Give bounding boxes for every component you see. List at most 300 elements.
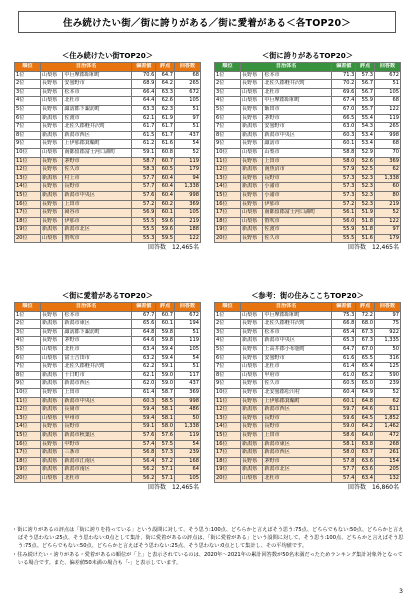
prefecture-cell: 新潟県: [241, 466, 263, 475]
rank-cell: 16位: [15, 200, 41, 209]
prefecture-cell: 長野県: [241, 354, 263, 363]
city-cell: 北杜市: [263, 363, 332, 372]
prefecture-cell: 長野県: [41, 157, 63, 166]
page-number: 3: [399, 588, 403, 595]
score-cell: 60.1: [332, 140, 356, 149]
avg-cell: 51.9: [356, 209, 375, 218]
score-cell: 55.3: [132, 234, 156, 243]
score-cell: 57.6: [132, 431, 156, 440]
score-cell: 75.3: [332, 311, 356, 320]
prefecture-cell: 新潟県: [41, 457, 63, 466]
rank-cell: 17位: [215, 449, 241, 458]
table-row: [15, 97, 201, 106]
table-row: [15, 148, 201, 157]
city-cell: 上田市: [263, 431, 332, 440]
prefecture-cell: 新潟県: [41, 431, 63, 440]
header-rank: 順位: [215, 63, 241, 72]
responses-cell: 51: [374, 80, 400, 89]
table-row: [215, 123, 401, 132]
city-cell: 上田市: [63, 388, 132, 397]
score-cell: 65.3: [332, 337, 356, 346]
respondent-label: 回答数: [347, 244, 366, 252]
rank-cell: 10位: [15, 388, 41, 397]
responses-cell: 50: [374, 345, 400, 354]
prefecture-cell: 長野県: [41, 166, 63, 175]
respondent-value: 16,860名: [372, 484, 399, 492]
avg-cell: 64.7: [156, 71, 175, 80]
prefecture-cell: 新潟県: [41, 320, 63, 329]
rank-cell: 3位: [15, 88, 41, 97]
table-row: [215, 209, 401, 218]
responses-cell: 105: [174, 474, 200, 483]
table-row: [15, 88, 201, 97]
table-row: [15, 414, 201, 423]
avg-cell: 57.3: [356, 71, 375, 80]
score-cell: 61.2: [132, 140, 156, 149]
city-cell: 茅野市: [263, 457, 332, 466]
footnotes: [10, 527, 404, 570]
header-rank: 順位: [15, 303, 41, 312]
rank-cell: 19位: [15, 226, 41, 235]
header-resp: 回答数: [374, 63, 400, 72]
rank-cell: 15位: [215, 191, 241, 200]
score-cell: 58.6: [332, 431, 356, 440]
prefecture-cell: 新潟県: [41, 191, 63, 200]
avg-cell: 58.1: [156, 406, 175, 415]
city-cell: 新潟市江南区: [63, 457, 132, 466]
rank-cell: 13位: [15, 174, 41, 183]
rank-cell: 16位: [215, 200, 241, 209]
responses-cell: 486: [174, 406, 200, 415]
table-row: [215, 345, 401, 354]
score-cell: 64.8: [132, 328, 156, 337]
prefecture-cell: 長野県: [241, 414, 263, 423]
city-cell: 北佐久郡軽井沢町: [63, 123, 132, 132]
rank-cell: 3位: [215, 88, 241, 97]
responses-cell: 51: [174, 105, 200, 114]
avg-cell: 64.0: [356, 431, 375, 440]
prefecture-cell: 長野県: [241, 114, 263, 123]
score-cell: 58.8: [332, 148, 356, 157]
respondent-value: 12,465名: [172, 484, 199, 492]
avg-cell: 60.1: [156, 320, 175, 329]
responses-cell: 122: [374, 105, 400, 114]
table-row: [215, 166, 401, 175]
table-row: [215, 423, 401, 432]
avg-cell: 64.5: [356, 414, 375, 423]
responses-cell: 316: [374, 354, 400, 363]
score-cell: 57.7: [132, 183, 156, 192]
city-cell: 松本市: [263, 328, 332, 337]
header-avg: 評点: [356, 303, 375, 312]
responses-cell: 239: [374, 380, 400, 389]
score-cell: 58.0: [332, 449, 356, 458]
city-cell: 上伊那郡箕輪町: [263, 397, 332, 406]
avg-cell: 65.5: [356, 354, 375, 363]
rank-cell: 11位: [215, 157, 241, 166]
ranking-block-livability: [214, 290, 401, 493]
prefecture-cell: 長野県: [41, 440, 63, 449]
city-cell: 佐久市: [263, 234, 332, 243]
city-cell: 上高井郡小布施町: [263, 345, 332, 354]
avg-cell: 61.7: [156, 123, 175, 132]
score-cell: 56.2: [132, 474, 156, 483]
prefecture-cell: 長野県: [41, 140, 63, 149]
responses-cell: 52: [174, 148, 200, 157]
responses-cell: 1,335: [374, 337, 400, 346]
city-cell: 長野市: [263, 414, 332, 423]
table-row: [215, 97, 401, 106]
table-row: [215, 457, 401, 466]
prefecture-cell: 新潟県: [41, 380, 63, 389]
prefecture-cell: 山梨県: [41, 97, 63, 106]
rank-cell: 12位: [215, 406, 241, 415]
rank-cell: 6位: [215, 354, 241, 363]
ranking-table: [14, 302, 201, 483]
score-cell: 59.4: [132, 406, 156, 415]
avg-cell: 60.7: [156, 311, 175, 320]
table-row: [15, 140, 201, 149]
prefecture-cell: 山梨県: [41, 234, 63, 243]
table-header-row: [215, 303, 401, 312]
prefecture-cell: 新潟県: [41, 226, 63, 235]
respondent-value: 12,465名: [372, 244, 399, 252]
rank-cell: 9位: [15, 380, 41, 389]
rank-cell: 14位: [215, 423, 241, 432]
city-cell: 新潟市中央区: [63, 397, 132, 406]
prefecture-cell: 長野県: [241, 140, 263, 149]
responses-cell: 672: [374, 71, 400, 80]
score-cell: 59.4: [132, 414, 156, 423]
table-row: [215, 354, 401, 363]
rank-cell: 9位: [215, 380, 241, 389]
table-row: [15, 226, 201, 235]
responses-cell: 1,462: [374, 423, 400, 432]
avg-cell: 64.2: [156, 80, 175, 89]
responses-cell: 998: [374, 131, 400, 140]
header-rank: 順位: [15, 63, 41, 72]
table-row: [15, 474, 201, 483]
score-cell: 64.6: [132, 337, 156, 346]
table-row: [215, 449, 401, 458]
avg-cell: 59.6: [156, 217, 175, 226]
avg-cell: 60.1: [156, 209, 175, 218]
prefecture-cell: 長野県: [241, 388, 263, 397]
table-row: [15, 457, 201, 466]
table-row: [15, 114, 201, 123]
prefecture-cell: 長野県: [41, 88, 63, 97]
table-row: [215, 466, 401, 475]
avg-cell: 59.8: [156, 328, 175, 337]
rank-cell: 8位: [15, 371, 41, 380]
respondent-value: 12,465名: [172, 244, 199, 252]
prefecture-cell: 新潟県: [41, 406, 63, 415]
avg-cell: 60.4: [156, 183, 175, 192]
avg-cell: 61.9: [156, 114, 175, 123]
responses-cell: 50: [174, 414, 200, 423]
table-row: [15, 380, 201, 389]
prefecture-cell: 長野県: [241, 328, 263, 337]
prefecture-cell: 山梨県: [241, 311, 263, 320]
table-row: [215, 183, 401, 192]
rank-cell: 6位: [15, 114, 41, 123]
prefecture-cell: 新潟県: [241, 226, 263, 235]
avg-cell: 56.7: [356, 80, 375, 89]
header-resp: 回答数: [374, 303, 400, 312]
table-row: [215, 371, 401, 380]
table-row: [215, 320, 401, 329]
avg-cell: 61.6: [156, 140, 175, 149]
avg-cell: 57.3: [156, 449, 175, 458]
rank-cell: 9位: [215, 140, 241, 149]
city-cell: 松本市: [63, 311, 132, 320]
score-cell: 62.1: [132, 114, 156, 123]
prefecture-cell: 新潟県: [241, 440, 263, 449]
rank-cell: 12位: [15, 166, 41, 175]
prefecture-cell: 長野県: [241, 191, 263, 200]
avg-cell: 60.7: [156, 157, 175, 166]
prefecture-cell: 長野県: [41, 123, 63, 132]
avg-cell: 51.6: [356, 234, 375, 243]
table-row: [15, 320, 201, 329]
table-header-row: [215, 63, 401, 72]
city-cell: 山梨市: [263, 148, 332, 157]
city-cell: 甲府市: [263, 371, 332, 380]
score-cell: 57.3: [332, 191, 356, 200]
responses-cell: 68: [374, 140, 400, 149]
responses-cell: 168: [174, 457, 200, 466]
city-cell: 甲州市: [63, 414, 132, 423]
table-row: [15, 123, 201, 132]
city-cell: 長野市: [263, 174, 332, 183]
avg-cell: 55.7: [356, 105, 375, 114]
ranking-title: ＜住み続けたい街TOP20＞: [62, 51, 153, 60]
prefecture-cell: 新潟県: [241, 337, 263, 346]
rank-cell: 4位: [215, 337, 241, 346]
city-cell: 佐渡市: [263, 226, 332, 235]
rank-cell: 19位: [15, 466, 41, 475]
table-row: [215, 406, 401, 415]
table-row: [15, 328, 201, 337]
score-cell: 67.7: [132, 311, 156, 320]
table-row: [215, 105, 401, 114]
rank-cell: 2位: [215, 80, 241, 89]
ranking-block-pride: [214, 50, 401, 253]
city-cell: 諏訪郡下諏訪町: [63, 105, 132, 114]
avg-cell: 64.2: [356, 423, 375, 432]
avg-cell: 65.0: [356, 380, 375, 389]
score-cell: 66.8: [332, 320, 356, 329]
avg-cell: 65.4: [356, 363, 375, 372]
rank-cell: 2位: [15, 320, 41, 329]
avg-cell: 58.0: [156, 423, 175, 432]
city-cell: 十日町市: [63, 371, 132, 380]
city-cell: 安曇野市: [263, 123, 332, 132]
prefecture-cell: 新潟県: [41, 449, 63, 458]
rank-cell: 20位: [215, 474, 241, 483]
rank-cell: 14位: [215, 183, 241, 192]
score-cell: 56.1: [332, 209, 356, 218]
rank-cell: 1位: [215, 311, 241, 320]
avg-cell: 59.8: [156, 337, 175, 346]
rank-cell: 9位: [15, 140, 41, 149]
table-row: [15, 311, 201, 320]
prefecture-cell: 新潟県: [41, 397, 63, 406]
responses-cell: 188: [174, 226, 200, 235]
responses-cell: 97: [374, 226, 400, 235]
header-avg: 評点: [156, 63, 175, 72]
prefecture-cell: 山梨県: [41, 71, 63, 80]
prefecture-cell: 山梨県: [241, 217, 263, 226]
header-city: 自治体名: [41, 303, 132, 312]
responses-cell: 52: [374, 388, 400, 397]
header-avg: 評点: [356, 63, 375, 72]
city-cell: 飯田市: [263, 105, 332, 114]
rank-cell: 4位: [215, 97, 241, 106]
rank-cell: 17位: [215, 209, 241, 218]
responses-cell: 672: [174, 311, 200, 320]
prefecture-cell: 長野県: [241, 345, 263, 354]
city-cell: 新潟市中央区: [63, 191, 132, 200]
rank-cell: 6位: [215, 114, 241, 123]
score-cell: 57.6: [132, 191, 156, 200]
avg-cell: 52.6: [356, 157, 375, 166]
city-cell: 松本市: [263, 71, 332, 80]
rank-cell: 10位: [215, 148, 241, 157]
table-row: [215, 397, 401, 406]
score-cell: 58.7: [132, 157, 156, 166]
score-cell: 66.5: [332, 114, 356, 123]
score-cell: 63.3: [132, 105, 156, 114]
responses-cell: 119: [374, 114, 400, 123]
table-row: [15, 371, 201, 380]
score-cell: 57.3: [332, 174, 356, 183]
score-cell: 67.4: [332, 97, 356, 106]
respondent-count: [214, 243, 401, 253]
prefecture-cell: 新潟県: [241, 166, 263, 175]
table-row: [15, 174, 201, 183]
score-cell: 60.1: [332, 397, 356, 406]
city-cell: 茅野市: [63, 337, 132, 346]
responses-cell: 94: [174, 174, 200, 183]
score-cell: 60.4: [332, 388, 356, 397]
prefecture-cell: 新潟県: [241, 406, 263, 415]
ranking-table: [14, 62, 201, 243]
responses-cell: 119: [174, 431, 200, 440]
avg-cell: 52.3: [356, 200, 375, 209]
responses-cell: 265: [374, 123, 400, 132]
table-row: [15, 105, 201, 114]
avg-cell: 63.7: [356, 449, 375, 458]
city-cell: 中巨摩郡昭和町: [263, 311, 332, 320]
table-row: [15, 200, 201, 209]
responses-cell: 1,852: [374, 414, 400, 423]
responses-cell: 472: [374, 431, 400, 440]
avg-cell: 58.1: [156, 414, 175, 423]
responses-cell: 105: [174, 209, 200, 218]
responses-cell: 60: [374, 183, 400, 192]
score-cell: 61.5: [132, 131, 156, 140]
table-row: [215, 363, 401, 372]
score-cell: 58.0: [332, 157, 356, 166]
score-cell: 57.2: [132, 200, 156, 209]
responses-cell: 219: [174, 217, 200, 226]
prefecture-cell: 山梨県: [241, 363, 263, 372]
avg-cell: 61.7: [156, 131, 175, 140]
prefecture-cell: 山梨県: [41, 354, 63, 363]
city-cell: 北杜市: [63, 97, 132, 106]
table-row: [15, 466, 201, 475]
responses-cell: 54: [174, 440, 200, 449]
ranking-title: ＜街に愛着があるTOP20＞: [62, 291, 153, 300]
responses-cell: 194: [174, 320, 200, 329]
city-cell: 中野市: [63, 440, 132, 449]
table-row: [15, 397, 201, 406]
table-row: [15, 363, 201, 372]
rank-cell: 14位: [15, 423, 41, 432]
score-cell: 59.0: [332, 423, 356, 432]
avg-cell: 58.5: [156, 397, 175, 406]
responses-cell: 51: [174, 123, 200, 132]
responses-cell: 922: [374, 328, 400, 337]
city-cell: 新潟市西区: [63, 380, 132, 389]
responses-cell: 64: [174, 466, 200, 475]
rank-cell: 4位: [15, 97, 41, 106]
table-row: [215, 174, 401, 183]
avg-cell: 67.0: [356, 345, 375, 354]
header-score: 偏差値: [332, 63, 356, 72]
city-cell: 新潟市西区: [63, 131, 132, 140]
city-cell: 新潟市北区: [63, 226, 132, 235]
table-row: [15, 354, 201, 363]
rank-cell: 17位: [15, 449, 41, 458]
rank-cell: 3位: [215, 328, 241, 337]
score-cell: 62.0: [132, 380, 156, 389]
city-cell: 安曇野市: [63, 80, 132, 89]
header-score: 偏差値: [132, 303, 156, 312]
prefecture-cell: 山梨県: [41, 414, 63, 423]
responses-cell: 54: [174, 354, 200, 363]
responses-cell: 205: [374, 466, 400, 475]
avg-cell: 60.8: [156, 148, 175, 157]
prefecture-cell: 山梨県: [241, 209, 263, 218]
prefecture-cell: 長野県: [241, 320, 263, 329]
avg-cell: 57.5: [156, 440, 175, 449]
prefecture-cell: 山梨県: [241, 148, 263, 157]
table-row: [215, 388, 401, 397]
rank-cell: 16位: [15, 440, 41, 449]
prefecture-cell: 長野県: [241, 457, 263, 466]
header-score: 偏差値: [332, 303, 356, 312]
score-cell: 56.2: [132, 466, 156, 475]
rank-cell: 18位: [215, 457, 241, 466]
table-row: [215, 431, 401, 440]
city-cell: 諏訪市: [263, 140, 332, 149]
responses-cell: 117: [174, 371, 200, 380]
city-cell: 佐渡市: [63, 114, 132, 123]
city-cell: 三条市: [63, 449, 132, 458]
rank-cell: 5位: [15, 105, 41, 114]
prefecture-cell: 長野県: [41, 311, 63, 320]
avg-cell: 57.1: [156, 474, 175, 483]
rank-cell: 18位: [215, 217, 241, 226]
table-row: [215, 217, 401, 226]
city-cell: 中巨摩郡昭和町: [63, 71, 132, 80]
avg-cell: 53.4: [356, 140, 375, 149]
responses-cell: 369: [174, 388, 200, 397]
avg-cell: 68.0: [356, 320, 375, 329]
prefecture-cell: 長野県: [41, 217, 63, 226]
